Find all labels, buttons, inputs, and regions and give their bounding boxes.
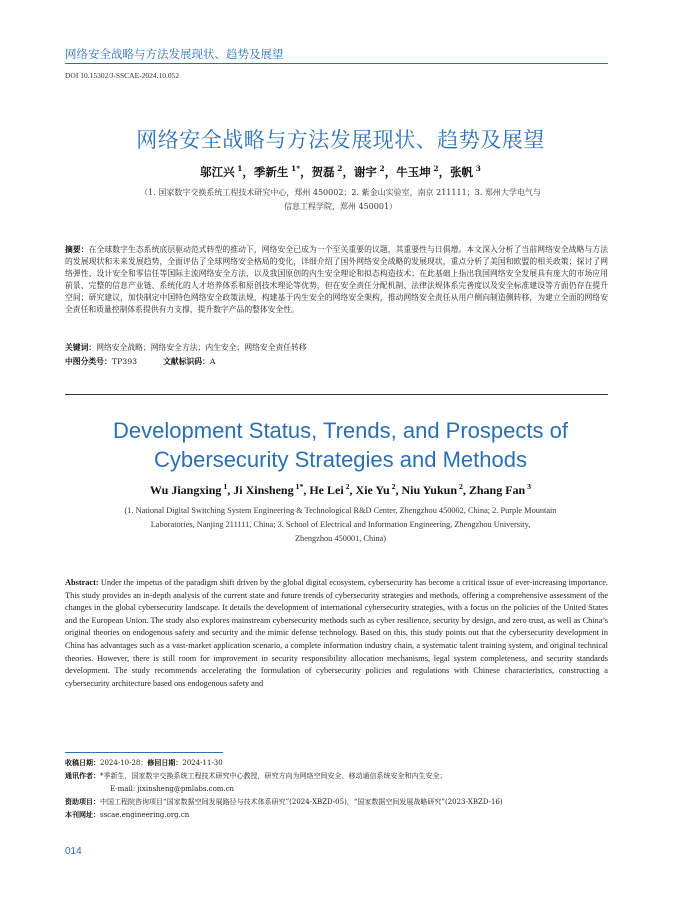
author-name: 季新生: [253, 165, 289, 179]
running-header: 网络安全战略与方法发展现状、趋势及展望: [65, 47, 284, 61]
doc-code-label: 文献标识码：: [163, 357, 210, 366]
author-name: Niu Yukun: [401, 483, 458, 497]
author-affiliation-marker: 3: [525, 482, 532, 491]
chinese-abstract-text: 在全球数字生态系统底层驱动范式转型的推动下，网络安全已成为一个至关重要的议题，其重要性与日俱增。本文深入分析了当前网络安全战略与方法的发展现状和未来发展趋势，全面评估了全球网络安全格局的变化，详细介绍了国外网络安全战略的发展现状，重点分析了美国和欧盟的相关政策；探讨了网络弹性、设计安全和零信任等国际主流网络安全方法，以及我国原创的内生安全理论和拟态构造技术；在此基础上指出我国网络安全发展具有庞大的市场应用前景、完整的信息产业链、系统化的人才培养体系和原创技术理论等优势，但在安全责任分配机制、法律法规体系完善度以及安全标准建设等方面仍存在提升空间；研究建议，加快制定中国特色网络安全政策法规，构建基于内生安全的网络安全架构，推动网络安全责任从用户侧向制造侧转移，为建立全面的网络安全责任和质量控制体系提供有力支撑，提升数字产品的整体安全性。: [65, 245, 609, 315]
author-name: 谢宇: [353, 165, 377, 179]
author-name: Ji Xinsheng: [233, 483, 294, 497]
author-name: 邬江兴: [200, 165, 235, 179]
author-affiliation-marker: 3: [473, 164, 481, 174]
revised-label: 修回日期：: [147, 758, 183, 767]
chinese-abstract: [65, 244, 608, 317]
header-rule: [65, 63, 608, 64]
english-title-line: Cybersecurity Strategies and Methods: [154, 447, 527, 472]
english-affiliations: [80, 504, 601, 545]
class-label: 中图分类号：: [65, 357, 112, 366]
author-affiliation-marker: 2: [334, 164, 343, 174]
author-affiliation-marker: 1*: [288, 164, 301, 174]
doc-code-value: A: [209, 357, 216, 366]
english-abstract: [65, 577, 608, 690]
author-name: Xie Yu: [355, 483, 390, 497]
section-divider: [65, 394, 608, 395]
english-affiliation-line: Laboratories, Nanjing 211111, China; 3. School of Electrical and Information Engineering, Zhengzhou University,: [150, 519, 531, 529]
received-label: 收稿日期：: [65, 758, 100, 767]
chinese-keywords: [65, 342, 307, 353]
author-name: Wu Jiangxing: [149, 483, 222, 497]
author-affiliation-marker: 2: [457, 482, 463, 491]
funding-label: 资助项目：: [65, 797, 100, 806]
funding-text: 中国工程院咨询项目“国家数据空间发展路径与技术体系研究”(2024-XBZD-05)，“国家数据空间发展战略研究”(2023-XBZD-16): [100, 798, 503, 806]
url-label: 本刊网址：: [65, 810, 100, 819]
author-name: 牛玉坤: [396, 165, 431, 179]
page-number: 014: [65, 846, 82, 857]
author-name: 贺磊: [311, 165, 335, 179]
journal-url[interactable]: sscae.engineering.org.cn: [100, 811, 190, 819]
author-affiliation-marker: 2: [343, 482, 350, 491]
english-abstract-text: Under the impetus of the paradigm shift driven by the global digital ecosystem, cybersecurity has become a critical issue of ever-increasing importance. This study provides an in-depth analysis of the current state and future trends of cybersecurity strategies and methods, offering a comprehensive assessment of the changes in the global cybersecurity landscape. It details the development of international cybersecurity strategies, with a focus on the policies of the United States and the European Union. The study also explores mainstream cybersecurity methods such as cyber resilience, security by design, and zero trust, as well as China’s original theories on endogenous safety and security and the mimic defense technology. Based on this, this study points out that the cybersecurity development in China has advantages such as a vast-market application scenario, a complete information industry chain, a systematic talent training system, and original technical theories. However, there is still room for improvement in security responsibility allocation mechanisms, legal system completeness, and security standards development. The study recommends accelerating the formulation of cybersecurity policies and regulations with Chinese characteristics, constructing a cybersecurity architecture based ons endogenous safety and: [65, 578, 608, 688]
author-affiliation-marker: 2: [376, 164, 385, 174]
revised-date: 2024-11-30: [182, 759, 223, 767]
author-affiliation-marker: 1: [221, 482, 228, 491]
chinese-affiliation-line: （1. 国家数字交换系统工程技术研究中心，郑州 450002；2. 紫金山实验室，南京 211111；3. 郑州大学电气与: [140, 188, 541, 197]
author-affiliation-marker: 1*: [293, 482, 304, 491]
chinese-title: 网络安全战略与方法发展现状、趋势及展望: [136, 128, 545, 152]
english-affiliation-line: (1. National Digital Switching System Engineering & Technological R&D Center, Zhengzhou 450002, China; 2. Purple Mountain: [124, 506, 557, 515]
author-name: Zhang Fan: [468, 483, 526, 497]
footnote-corresponding: [65, 771, 615, 781]
received-date: 2024-10-28；: [100, 759, 148, 767]
corresponding-text: *季新生，国家数字交换系统工程技术研究中心教授，研究方向为网络空间安全、移动通信系统安全和内生安全；: [100, 772, 447, 780]
corresponding-label: 通讯作者：: [65, 771, 100, 780]
footnote-email[interactable]: E-mail: jixinsheng@pmlabs.com.cn: [110, 785, 235, 793]
footnote-funding: [65, 797, 615, 807]
author-name: 张帆: [450, 165, 474, 179]
chinese-authors: 邬江兴 $^1$，季新生 $^{1*}$，贺磊 $^2$，谢宇 $^2$，牛玉坤 $^2$，张帆 $^3$: [200, 164, 481, 179]
english-authors: Wu Jiangxing $^1$, Ji Xinsheng $^{1*}$, He Lei $^2$, Xie Yu $^2$, Niu Yukun $^2$, Zhang Fan $^3$: [149, 482, 532, 497]
english-affiliation-line: Zhengzhou 450001, China): [294, 533, 387, 543]
chinese-abstract-label: 摘要：: [65, 245, 89, 254]
doi[interactable]: DOI 10.15302/J-SSCAE-2024.10.052: [65, 71, 180, 80]
class-value: TP393: [111, 357, 138, 366]
chinese-affiliation-line: 信息工程学院，郑州 450001）: [283, 202, 398, 211]
keywords-label: 关键词：: [65, 343, 97, 352]
english-title-line: Development Status, Trends, and Prospects of: [113, 418, 568, 443]
author-name: He Lei: [309, 483, 344, 497]
footnote-url: [65, 810, 615, 820]
author-affiliation-marker: 2: [389, 482, 396, 491]
english-abstract-label: Abstract:: [65, 578, 99, 587]
chinese-affiliations: [100, 186, 581, 214]
author-affiliation-marker: 2: [430, 164, 439, 174]
footnote-dates: [65, 758, 615, 768]
keywords-text: 网络安全战略；网络安全方法；内生安全；网络安全责任转移: [96, 343, 307, 352]
english-title: [0, 416, 681, 474]
footnote-rule: [65, 752, 223, 753]
author-affiliation-marker: 1: [234, 164, 243, 174]
classification: [65, 356, 216, 367]
